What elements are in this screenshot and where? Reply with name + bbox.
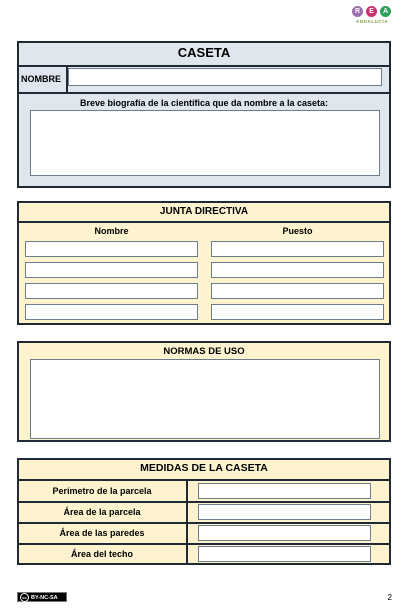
medidas-title: MEDIDAS DE LA CASETA	[140, 462, 268, 474]
junta-puesto-field-1[interactable]	[211, 241, 384, 257]
medidas-row-label-area-techo: Área del techo	[70, 549, 134, 559]
junta-puesto-field-2[interactable]	[211, 262, 384, 278]
nombre-label: NOMBRE	[21, 74, 61, 84]
caseta-title: CASETA	[177, 45, 231, 60]
caseta-title-divider	[17, 65, 391, 67]
junta-col-nombre: Nombre	[94, 226, 129, 236]
junta-puesto-field-3[interactable]	[211, 283, 384, 299]
junta-nombre-field-4[interactable]	[25, 304, 198, 320]
medidas-row-label-perimetro: Perímetro de la parcela	[52, 486, 152, 496]
logo-letter-a: A	[380, 6, 391, 17]
medidas-row-divider	[17, 501, 391, 503]
junta-col-puesto: Puesto	[282, 226, 313, 236]
cc-icon: cc	[20, 593, 29, 602]
medidas-field-perimetro[interactable]	[198, 483, 371, 499]
medidas-field-area-techo[interactable]	[198, 546, 371, 562]
normas-title: NORMAS DE USO	[163, 346, 245, 357]
medidas-row-label-area-paredes: Área de las paredes	[59, 528, 145, 538]
normas-textarea[interactable]	[30, 359, 380, 439]
junta-nombre-field-2[interactable]	[25, 262, 198, 278]
junta-title: JUNTA DIRECTIVA	[159, 206, 249, 217]
cc-license-badge	[17, 592, 67, 602]
junta-puesto-field-4[interactable]	[211, 304, 384, 320]
medidas-title-divider	[17, 479, 391, 481]
junta-nombre-field-1[interactable]	[25, 241, 198, 257]
bio-label: Breve biografía de la científica que da nombre a la caseta:	[79, 98, 329, 108]
medidas-field-area-parcela[interactable]	[198, 504, 371, 520]
logo-letter-r: R	[352, 6, 363, 17]
page-number: 2	[387, 593, 392, 602]
logo-subtitle: ANDALUCÍA	[355, 19, 389, 24]
medidas-row-divider	[17, 543, 391, 545]
junta-title-divider	[17, 221, 391, 223]
rea-andalucia-logo	[350, 6, 394, 30]
medidas-row-divider	[17, 522, 391, 524]
bio-textarea[interactable]	[30, 110, 380, 176]
nombre-row-divider	[17, 92, 391, 94]
medidas-row-label-area-parcela: Área de la parcela	[63, 507, 141, 517]
medidas-field-area-paredes[interactable]	[198, 525, 371, 541]
junta-nombre-field-3[interactable]	[25, 283, 198, 299]
logo-letter-e: E	[366, 6, 377, 17]
license-text: BY-NC-SA	[31, 594, 58, 601]
nombre-field[interactable]	[68, 68, 382, 86]
